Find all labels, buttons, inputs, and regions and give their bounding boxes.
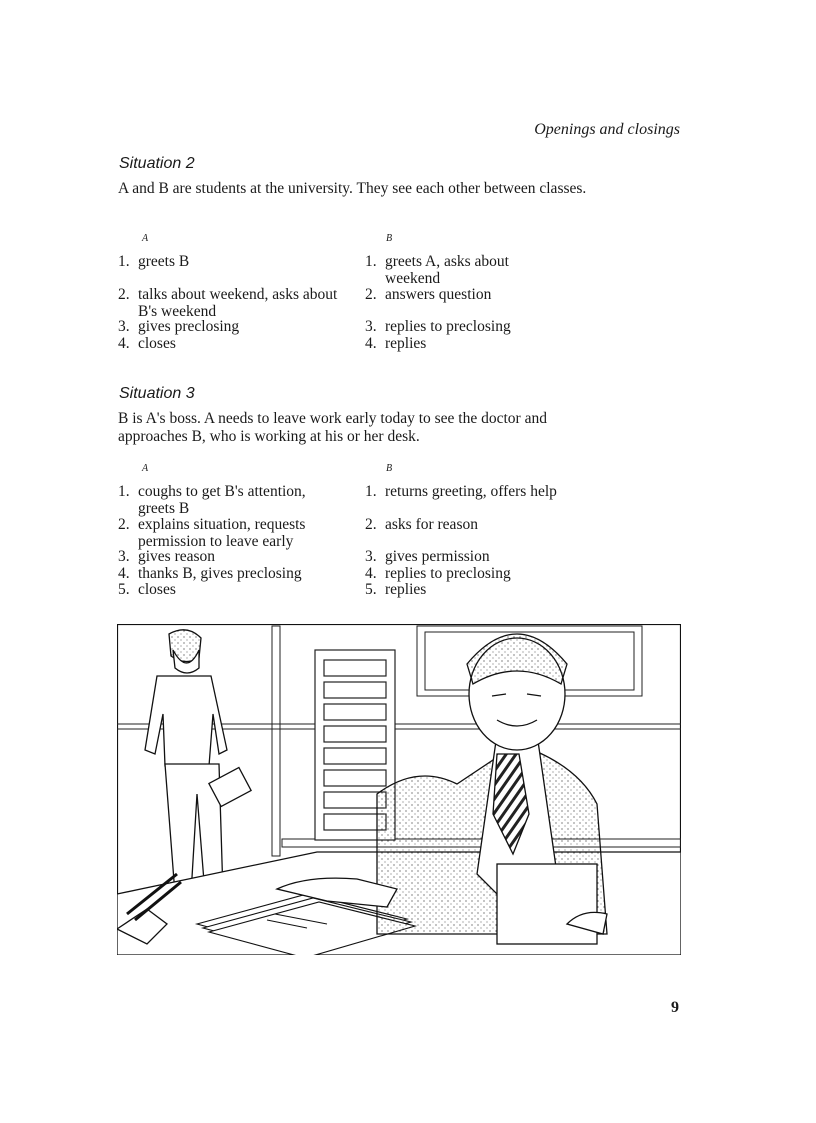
list-item: 1. coughs to get B's attention, greets B xyxy=(118,483,306,517)
list-item: 3. gives reason xyxy=(118,548,216,565)
list-item: 4. replies to preclosing xyxy=(365,565,511,582)
situation-2-column-a-heading: A xyxy=(142,233,149,244)
page-number: 9 xyxy=(671,999,679,1016)
list-item: 1. greets A, asks about weekend xyxy=(365,253,509,287)
list-item: 4. replies xyxy=(365,335,427,352)
situation-3-description: B is A's boss. A needs to leave work early today to see the doctor and approaches B, who is working at his or her desk. xyxy=(118,410,547,445)
list-item: 2. talks about weekend, asks about B's weekend xyxy=(118,286,338,320)
list-item: 1. greets B xyxy=(118,253,190,270)
list-item: 3. replies to preclosing xyxy=(365,318,511,335)
list-item: 3. gives permission xyxy=(365,548,490,565)
list-item: 2. explains situation, requests permission to leave early xyxy=(118,516,306,550)
list-item: 5. replies xyxy=(365,581,427,598)
list-item: 5. closes xyxy=(118,581,176,598)
office-scene-illustration xyxy=(117,624,681,955)
list-item: 4. closes xyxy=(118,335,176,352)
running-head: Openings and closings xyxy=(534,121,680,138)
situation-3-column-a-heading: A xyxy=(142,463,149,474)
list-item: 4. thanks B, gives preclosing xyxy=(118,565,302,582)
situation-2-column-b-heading: B xyxy=(386,233,393,244)
situation-3-column-b-heading: B xyxy=(386,463,393,474)
situation-2-description: A and B are students at the university. They see each other between classes. xyxy=(118,180,587,197)
list-item: 2. asks for reason xyxy=(365,516,478,533)
situation-2-title: Situation 2 xyxy=(119,155,195,172)
list-item: 2. answers question xyxy=(365,286,492,303)
list-item: 1. returns greeting, offers help xyxy=(365,483,557,500)
list-item: 3. gives preclosing xyxy=(118,318,240,335)
situation-3-title: Situation 3 xyxy=(119,385,195,402)
